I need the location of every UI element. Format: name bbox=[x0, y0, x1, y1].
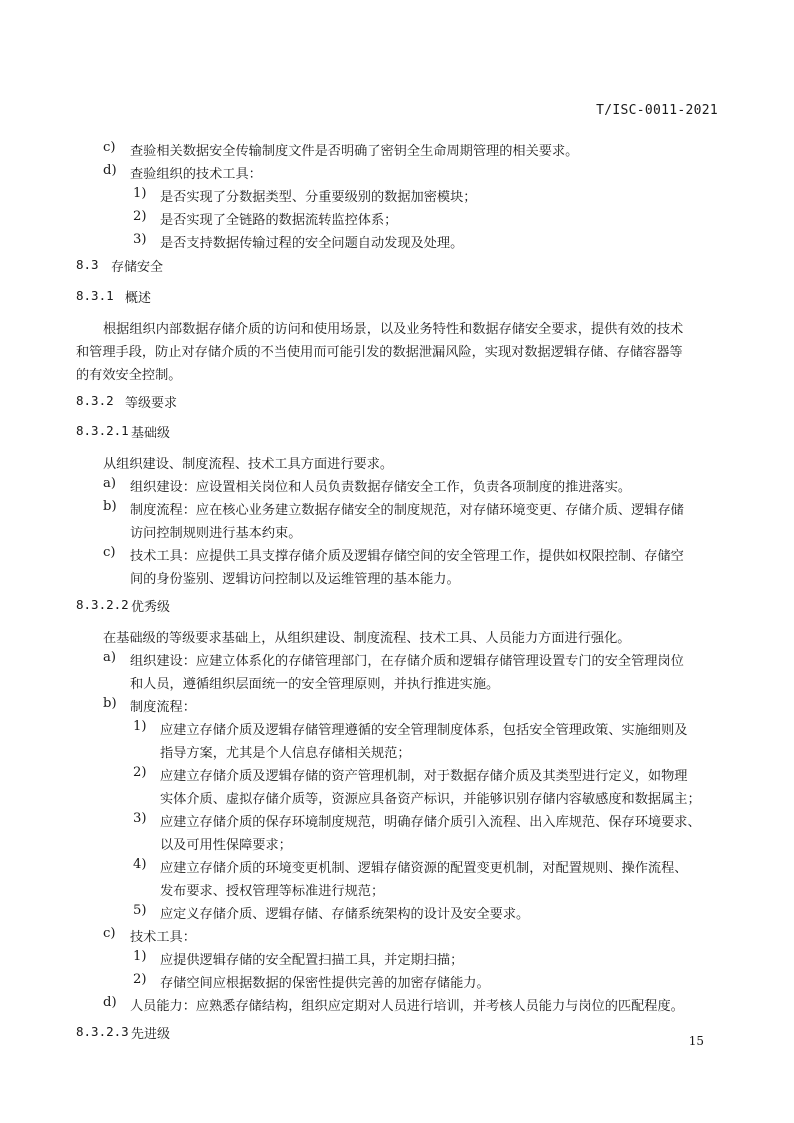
sublist-item-text: 是否实现了全链路的数据流转监控体系； bbox=[160, 213, 398, 228]
section-title: 基础级 bbox=[131, 426, 171, 441]
sublist-item-text: 以及可用性保障要求； bbox=[160, 838, 292, 853]
sublist-label: 4) bbox=[133, 857, 147, 872]
sublist-item-text: 应定义存储介质、逻辑存储、存储系统架构的设计及安全要求。 bbox=[160, 907, 530, 922]
sublist-item-text: 是否支持数据传输过程的安全问题自动发现及处理。 bbox=[160, 236, 464, 251]
list-item-text: 技术工具： bbox=[130, 930, 196, 945]
sublist-item-text: 实体介质、虚拟存储介质等，资源应具备资产标识，并能够识别存储内容敏感度和数据属主； bbox=[160, 792, 701, 807]
list-label: c) bbox=[103, 140, 116, 155]
sublist-item-text: 指导方案，尤其是个人信息存储相关规范； bbox=[160, 746, 411, 761]
sublist-item-text: 存储空间应根据数据的保密性提供完善的加密存储能力。 bbox=[160, 976, 490, 991]
list-item-text: 和人员，遵循组织层面统一的安全管理原则，并执行推进实施。 bbox=[130, 677, 500, 692]
document-id-header: T/ISC-0011-2021 bbox=[596, 103, 718, 118]
sublist-item-text: 发布要求、授权管理等标准进行规范； bbox=[160, 884, 385, 899]
sublist-item-text: 应提供逻辑存储的安全配置扫描工具，并定期扫描； bbox=[160, 953, 464, 968]
list-label: a) bbox=[103, 476, 117, 491]
sublist-item-text: 应建立存储介质的保存环境制度规范，明确存储介质引入流程、出入库规范、保存环境要求、 bbox=[160, 815, 701, 830]
section-title: 概述 bbox=[125, 291, 152, 306]
list-label: d) bbox=[103, 163, 117, 178]
list-label: c) bbox=[103, 545, 116, 560]
sublist-item-text: 应建立存储介质的环境变更机制、逻辑存储资源的配置变更机制，对配置规则、操作流程、 bbox=[160, 861, 688, 876]
page-number: 15 bbox=[688, 1034, 704, 1048]
section-number: 8.3.1 bbox=[76, 288, 114, 303]
sublist-label: 1) bbox=[133, 186, 147, 201]
list-label: b) bbox=[103, 499, 117, 514]
paragraph-line: 和管理手段，防止对存储介质的不当使用而可能引发的数据泄漏风险，实现对数据逻辑存储、存储容器等 bbox=[76, 345, 683, 360]
section-title: 存储安全 bbox=[111, 260, 164, 275]
sublist-label: 2) bbox=[133, 765, 147, 780]
section-title: 等级要求 bbox=[125, 396, 178, 411]
section-number: 8.3.2.3 bbox=[76, 1024, 129, 1039]
sublist-label: 1) bbox=[133, 949, 147, 964]
sublist-label: 1) bbox=[133, 719, 147, 734]
list-item-text: 查验组织的技术工具： bbox=[130, 167, 262, 182]
section-title: 优秀级 bbox=[131, 600, 171, 615]
list-item-text: 间的身份鉴别、逻辑访问控制以及运维管理的基本能力。 bbox=[130, 572, 460, 587]
sublist-item-text: 是否实现了分数据类型、分重要级别的数据加密模块； bbox=[160, 190, 477, 205]
list-label: b) bbox=[103, 696, 117, 711]
list-item-text: 组织建设：应建立体系化的存储管理部门，在存储介质和逻辑存储管理设置专门的安全管理岗位 bbox=[130, 654, 684, 669]
sublist-item-text: 应建立存储介质及逻辑存储的资产管理机制，对于数据存储介质及其类型进行定义，如物理 bbox=[160, 769, 688, 784]
paragraph-line: 的有效安全控制。 bbox=[76, 368, 182, 383]
sublist-item-text: 应建立存储介质及逻辑存储管理遵循的安全管理制度体系，包括安全管理政策、实施细则及 bbox=[160, 723, 688, 738]
list-item-text: 技术工具：应提供工具支撑存储介质及逻辑存储空间的安全管理工作，提供如权限控制、存储空 bbox=[130, 549, 684, 564]
list-item-text: 制度流程： bbox=[130, 700, 196, 715]
list-item-text: 组织建设：应设置相关岗位和人员负责数据存储安全工作，负责各项制度的推进落实。 bbox=[130, 480, 632, 495]
paragraph-line: 在基础级的等级要求基础上，从组织建设、制度流程、技术工具、人员能力方面进行强化。 bbox=[103, 631, 631, 646]
section-number: 8.3.2.2 bbox=[76, 597, 129, 612]
list-item-text: 制度流程：应在核心业务建立数据存储安全的制度规范，对存储环境变更、存储介质、逻辑存储 bbox=[130, 503, 684, 518]
sublist-label: 3) bbox=[133, 811, 147, 826]
section-number: 8.3.2 bbox=[76, 393, 114, 408]
list-label: d) bbox=[103, 995, 117, 1010]
section-number: 8.3 bbox=[76, 257, 99, 272]
sublist-label: 2) bbox=[133, 209, 147, 224]
list-label: c) bbox=[103, 926, 116, 941]
sublist-label: 3) bbox=[133, 232, 147, 247]
sublist-label: 2) bbox=[133, 972, 147, 987]
list-item-text: 人员能力：应熟悉存储结构，组织应定期对人员进行培训，并考核人员能力与岗位的匹配程度。 bbox=[130, 999, 684, 1014]
sublist-label: 5) bbox=[133, 903, 147, 918]
section-title: 先进级 bbox=[131, 1027, 171, 1042]
list-item-text: 查验相关数据安全传输制度文件是否明确了密钥全生命周期管理的相关要求。 bbox=[130, 144, 579, 159]
paragraph-line: 从组织建设、制度流程、技术工具方面进行要求。 bbox=[103, 457, 394, 472]
list-item-text: 访问控制规则进行基本约束。 bbox=[130, 526, 302, 541]
list-label: a) bbox=[103, 650, 117, 665]
paragraph-line: 根据组织内部数据存储介质的访问和使用场景，以及业务特性和数据存储安全要求，提供有效的技术 bbox=[103, 322, 684, 337]
section-number: 8.3.2.1 bbox=[76, 423, 129, 438]
